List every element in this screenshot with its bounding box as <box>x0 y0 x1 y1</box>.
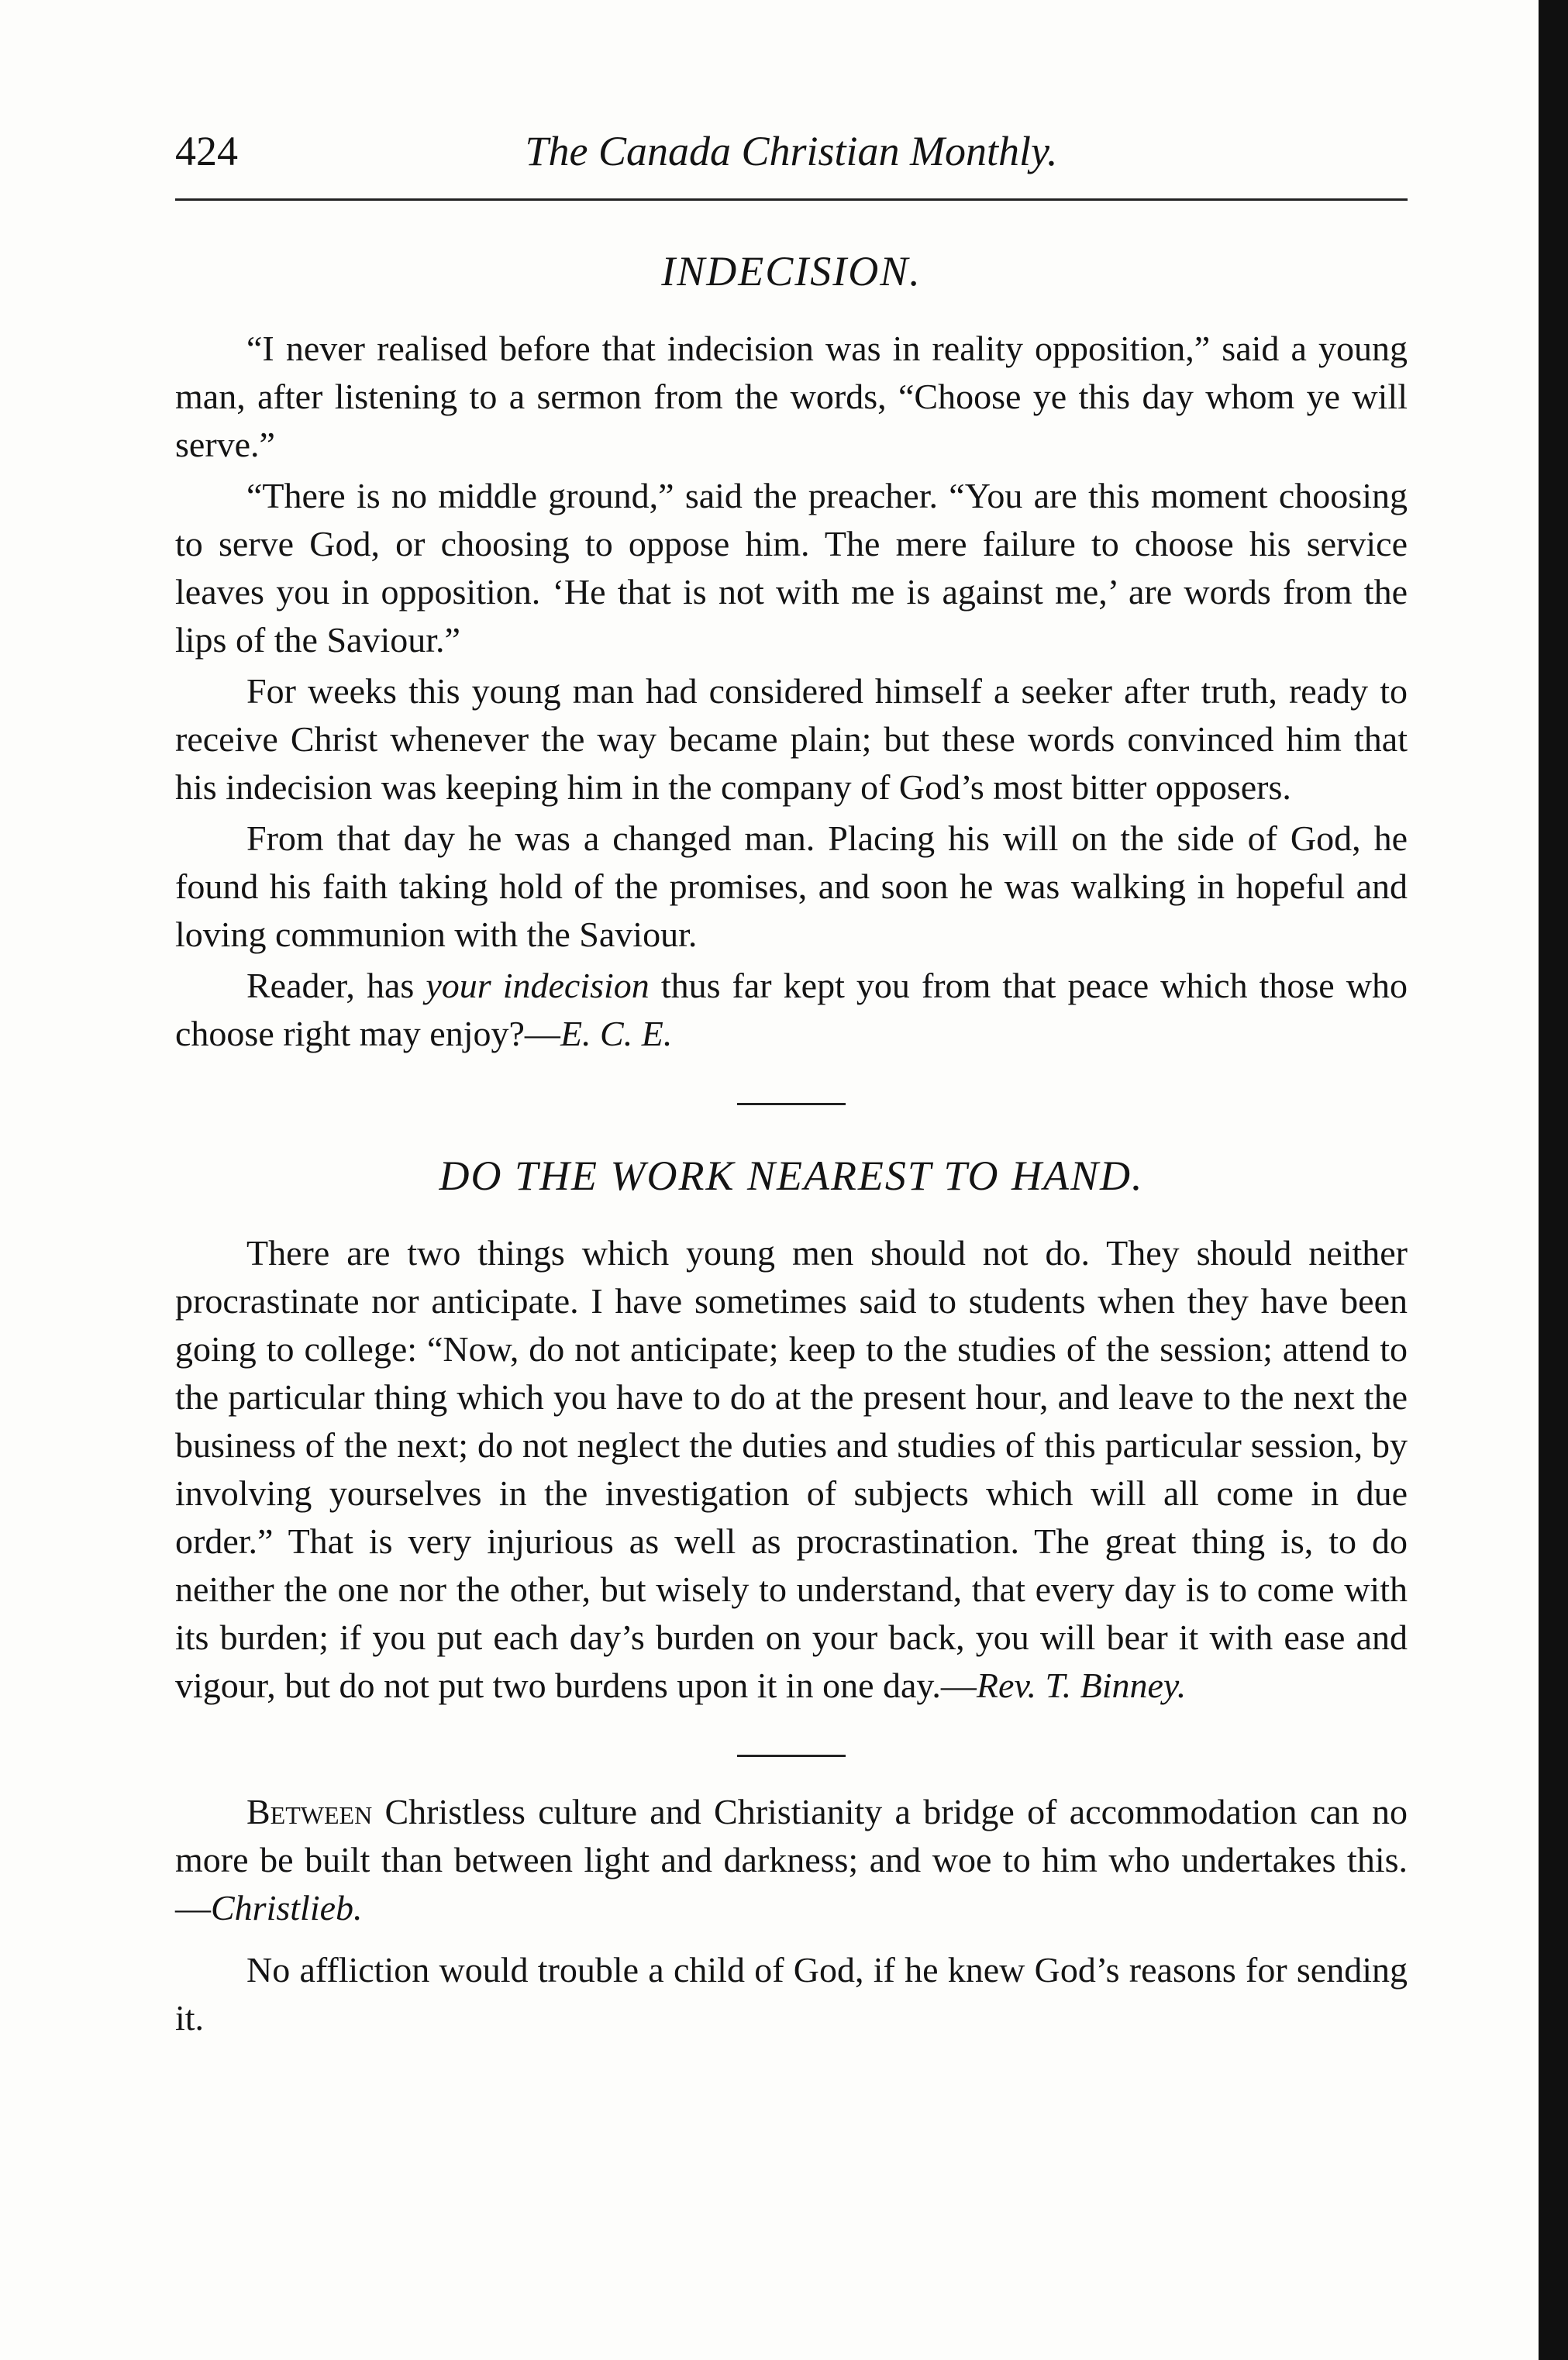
paragraph: For weeks this young man had considered himself a seeker after truth, ready to receive Christ whenever the way became plain; but these words convinced him that his indecision was keeping him in the company of God’s most bitter opposers. <box>175 671 1408 807</box>
text-run: Reader, has <box>246 966 426 1005</box>
running-head <box>175 116 1408 186</box>
page-edge-bar <box>1539 0 1568 2360</box>
note-affliction <box>175 1946 1408 2042</box>
italic-phrase: your indecision <box>426 966 650 1005</box>
text-run: There are two things which young men should not do. They should neither procrastinate nor anticipate. I have sometimes said to students when they have been going to college: “Now, do not anticipate; keep to the studies of the session; attend to the particular thing which you have to do at the present hour, and leave to the next the business of the next; do not neglect the duties and studies of this particular session, by involving yourselves in the investigation of subjects which will all come in due order.” That is very injurious as well as procrastination. The great thing is, to do neither the one nor the other, but wisely to understand, that every day is to come with its burden; if you put each day’s burden on your back, you will bear it with ease and vigour, but do not put two burdens upon it in one day.— <box>175 1233 1408 1705</box>
article-work-nearest <box>175 1152 1408 1710</box>
paragraph: From that day he was a changed man. Placing his will on the side of God, he found his faith taking hold of the promises, and soon he was walking in hopeful and loving communion with the Saviour. <box>175 818 1408 954</box>
spacer <box>175 1757 1408 1788</box>
article-title: INDECISION. <box>661 248 922 295</box>
paragraph: No affliction would trouble a child of God, if he knew God’s reasons for sending it. <box>175 1950 1408 2038</box>
page <box>175 116 1408 2042</box>
paragraph <box>175 1229 1408 1710</box>
text-run: Christless culture and Christianity a bridge of accommodation can no more be built than between light and darkness; and woe to him who undertakes this.— <box>175 1792 1408 1928</box>
paragraph: “I never realised before that indecision was in reality opposition,” said a young man, after listening to a sermon from the words, “Choose ye this day whom ye will serve.” <box>175 329 1408 464</box>
lead-word: Between <box>246 1792 373 1831</box>
paragraph <box>175 962 1408 1058</box>
article-title: DO THE WORK NEAREST TO HAND. <box>439 1152 1144 1199</box>
article-indecision <box>175 247 1408 1058</box>
header-rule <box>175 198 1408 201</box>
note-between <box>175 1788 1408 1932</box>
signature: E. C. E. <box>560 1014 673 1053</box>
paragraph <box>175 1788 1408 1932</box>
paragraph: “There is no middle ground,” said the preacher. “You are this moment choosing to serve God, or choosing to oppose him. The mere failure to choose his service leaves you in opposition. ‘He that is not with me is against me,’ are words from the lips of the Saviour.” <box>175 476 1408 660</box>
section-divider <box>737 1103 846 1105</box>
page-number: 424 <box>175 128 238 174</box>
text-run: thus far kept you from that peace which those who choose right may enjoy?— <box>175 966 1408 1053</box>
signature: Rev. T. Binney. <box>976 1666 1187 1705</box>
journal-title: The Canada Christian Monthly. <box>525 128 1058 174</box>
signature: Christlieb. <box>211 1888 363 1928</box>
